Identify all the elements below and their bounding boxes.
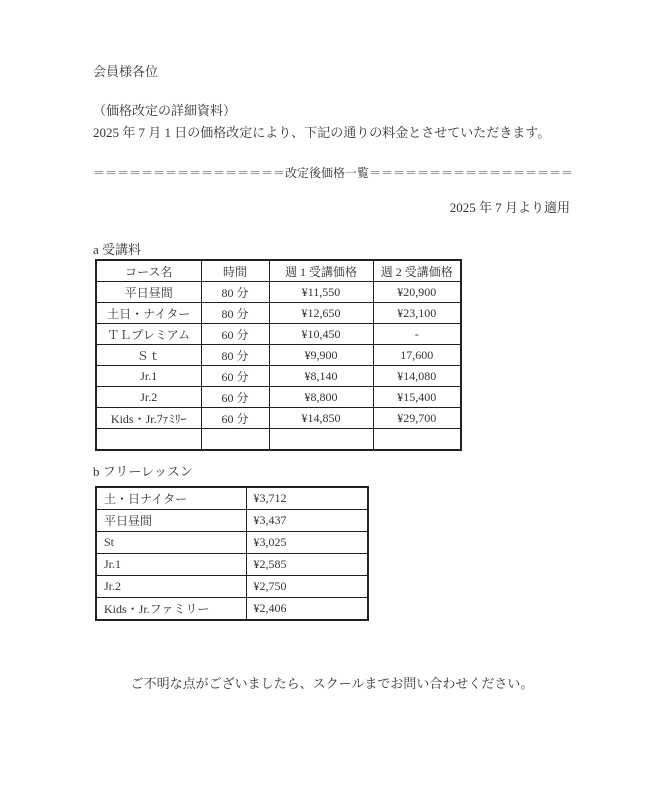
course-cell: Jr.2	[96, 576, 246, 598]
table-row	[96, 282, 461, 303]
week2-price-cell: ¥20,900	[373, 282, 461, 303]
time-cell	[201, 429, 269, 451]
section-b-label: b フリーレッスン	[93, 464, 193, 479]
effective-date: 2025 年 7 月より適用	[449, 200, 570, 215]
table-row	[96, 532, 368, 554]
table-row	[96, 554, 368, 576]
header-week2-price: 週 2 受講価格	[373, 260, 461, 282]
week1-price-cell: ¥11,550	[269, 282, 373, 303]
course-cell: Jr.2	[96, 387, 201, 408]
header-course-name: コース名	[96, 260, 201, 282]
free-lesson-table	[95, 486, 369, 621]
time-cell: 80 分	[201, 345, 269, 366]
course-cell: Kids・Jr.ファミリー	[96, 598, 246, 621]
table-header-row	[96, 260, 461, 282]
table-row	[96, 345, 461, 366]
week1-price-cell: ¥12,650	[269, 303, 373, 324]
week1-price-cell: ¥8,140	[269, 366, 373, 387]
week2-price-cell: -	[373, 324, 461, 345]
price-cell: ¥3,025	[246, 532, 368, 554]
week2-price-cell: ¥14,080	[373, 366, 461, 387]
week2-price-cell: ¥15,400	[373, 387, 461, 408]
course-cell: 平日昼間	[96, 510, 246, 532]
course-cell: St	[96, 532, 246, 554]
time-cell: 60 分	[201, 366, 269, 387]
table-row	[96, 408, 461, 429]
course-cell: Jr.1	[96, 554, 246, 576]
table-row-empty	[96, 429, 461, 451]
course-cell	[96, 429, 201, 451]
table-row	[96, 598, 368, 621]
table-row	[96, 303, 461, 324]
week1-price-cell: ¥9,900	[269, 345, 373, 366]
course-cell: 土日・ナイター	[96, 303, 201, 324]
time-cell: 60 分	[201, 408, 269, 429]
course-cell: Jr.1	[96, 366, 201, 387]
section-a-label: a 受講料	[93, 242, 142, 257]
time-cell: 80 分	[201, 303, 269, 324]
header-time: 時間	[201, 260, 269, 282]
week2-price-cell: ¥23,100	[373, 303, 461, 324]
intro-line: 2025 年 7 月 1 日の価格改定により、下記の通りの料金とさせていただきます。	[93, 125, 551, 140]
price-cell: ¥2,750	[246, 576, 368, 598]
price-cell: ¥2,406	[246, 598, 368, 621]
table-row	[96, 510, 368, 532]
time-cell: 60 分	[201, 387, 269, 408]
price-cell: ¥3,437	[246, 510, 368, 532]
table-row	[96, 487, 368, 510]
note-line: （価格改定の詳細資料）	[93, 103, 237, 118]
course-cell: 平日昼間	[96, 282, 201, 303]
week1-price-cell: ¥8,800	[269, 387, 373, 408]
course-cell: ＴＬプレミアム	[96, 324, 201, 345]
week2-price-cell: ¥29,700	[373, 408, 461, 429]
course-cell: Ｓｔ	[96, 345, 201, 366]
table-row	[96, 387, 461, 408]
course-cell: Kids・Jr.ﾌｧﾐﾘｰ	[96, 408, 201, 429]
week1-price-cell: ¥10,450	[269, 324, 373, 345]
time-cell: 80 分	[201, 282, 269, 303]
week1-price-cell	[269, 429, 373, 451]
greeting-line: 会員様各位	[93, 64, 159, 79]
course-cell: 土・日ナイター	[96, 487, 246, 510]
table-row	[96, 324, 461, 345]
separator-line: ＝＝＝＝＝＝＝＝＝＝＝＝＝＝＝＝改定後価格一覧＝＝＝＝＝＝＝＝＝＝＝＝＝＝＝＝＝	[93, 166, 574, 180]
price-cell: ¥2,585	[246, 554, 368, 576]
time-cell: 60 分	[201, 324, 269, 345]
week2-price-cell: 17,600	[373, 345, 461, 366]
week2-price-cell	[373, 429, 461, 451]
price-cell: ¥3,712	[246, 487, 368, 510]
table-row	[96, 366, 461, 387]
table-row	[96, 576, 368, 598]
footer-note: ご不明な点がございましたら、スクールまでお問い合わせください。	[130, 676, 534, 691]
header-week1-price: 週 1 受講価格	[269, 260, 373, 282]
tuition-table	[95, 259, 462, 451]
week1-price-cell: ¥14,850	[269, 408, 373, 429]
